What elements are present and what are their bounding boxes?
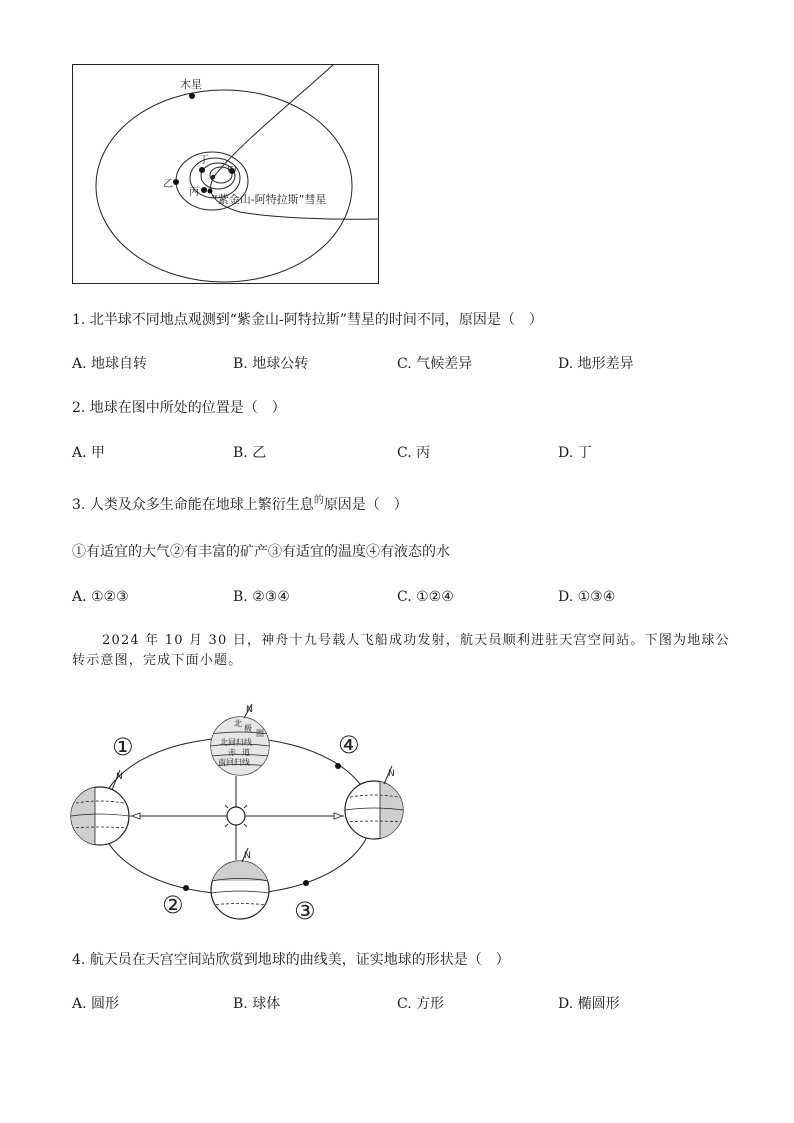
svg-text:N: N	[116, 772, 123, 782]
top-label-tropic-cancer: 北回归线	[220, 738, 252, 747]
label-ding: 丁	[199, 155, 209, 166]
top-label-equator-1: 赤	[228, 748, 236, 757]
label-bing: 丙	[189, 187, 199, 198]
position-dot-3	[303, 880, 309, 886]
question-1-stem: 1. 北半球不同地点观测到“紫金山-阿特拉斯”彗星的时间不同，原因是（ ）	[72, 312, 543, 328]
question-4-stem: 4. 航天员在天宫空间站欣赏到地球的曲线美，证实地球的形状是（ ）	[72, 952, 510, 968]
point-bing	[201, 187, 207, 193]
jupiter-orbit	[96, 90, 352, 282]
q4-option-b[interactable]: B. 球体	[233, 996, 281, 1012]
globe-top	[211, 704, 269, 775]
q4-option-d[interactable]: D. 椭圆形	[558, 996, 620, 1012]
q3-stem-before: 3. 人类及众多生命能在地球上繁衍生息	[72, 497, 314, 513]
jupiter-label: 木星	[180, 78, 202, 91]
q1-option-c[interactable]: C. 气候差异	[397, 356, 473, 372]
q2-option-a[interactable]: A. 甲	[72, 445, 106, 461]
jupiter-dot	[189, 93, 195, 99]
top-label-circle: 圈	[256, 729, 264, 738]
position-label-2: ②	[162, 891, 184, 919]
q3-option-a[interactable]: A. ①②③	[72, 589, 129, 605]
label-yi: 乙	[163, 179, 173, 190]
q2-option-c[interactable]: C. 丙	[397, 445, 431, 461]
q3-stem-sup: 的	[313, 495, 324, 506]
globe-right	[345, 766, 410, 839]
position-dot-4	[335, 763, 341, 769]
point-ding	[199, 167, 205, 173]
globe-bottom	[211, 848, 269, 919]
q3-option-b[interactable]: B. ②③④	[233, 589, 290, 605]
q4-option-c[interactable]: C. 方形	[397, 996, 445, 1012]
q3-conditions: ①有适宜的大气②有丰富的矿产③有适宜的温度④有液态的水	[72, 544, 450, 560]
q1-option-d[interactable]: D. 地形差异	[558, 356, 634, 372]
top-label-tropic-capricorn: 南回归线	[218, 758, 250, 767]
comet-label: “紫金山-阿特拉斯”彗星	[212, 193, 327, 206]
question-3-stem	[72, 495, 408, 517]
svg-text:N: N	[244, 851, 251, 861]
globe-left	[71, 770, 129, 845]
question-2-stem: 2. 地球在图中所处的位置是（ ）	[72, 400, 286, 416]
q4-option-a[interactable]: A. 圆形	[72, 996, 120, 1012]
top-label-pole: 极	[244, 724, 252, 733]
q2-option-b[interactable]: B. 乙	[233, 445, 267, 461]
earth-revolution-diagram	[68, 700, 418, 926]
top-label-equator-2: 道	[242, 748, 250, 757]
svg-text:N: N	[246, 705, 253, 715]
q1-option-a[interactable]: A. 地球自转	[72, 356, 148, 372]
label-jia: 甲	[227, 166, 237, 177]
q3-stem-after: 原因是（ ）	[323, 497, 408, 513]
q3-option-d[interactable]: D. ①③④	[558, 589, 616, 605]
top-label-north: 北	[234, 719, 242, 728]
position-dot-2	[183, 885, 189, 891]
position-label-1: ①	[112, 733, 134, 761]
point-yi	[173, 179, 179, 185]
svg-text:N: N	[388, 769, 395, 779]
sun-dot	[211, 175, 215, 179]
q1-option-b[interactable]: B. 地球公转	[233, 356, 309, 372]
q3-option-c[interactable]: C. ①②④	[397, 589, 454, 605]
position-label-3: ③	[294, 897, 316, 925]
passage-text: 2024 年 10 月 30 日，神舟十九号载人飞船成功发射，航天员顺利进驻天宫空间站。下图为地球公转示意图，完成下面小题。	[72, 633, 730, 668]
position-label-4: ④	[338, 731, 360, 759]
comet-orbit-diagram	[72, 64, 380, 285]
q2-option-d[interactable]: D. 丁	[558, 445, 592, 461]
